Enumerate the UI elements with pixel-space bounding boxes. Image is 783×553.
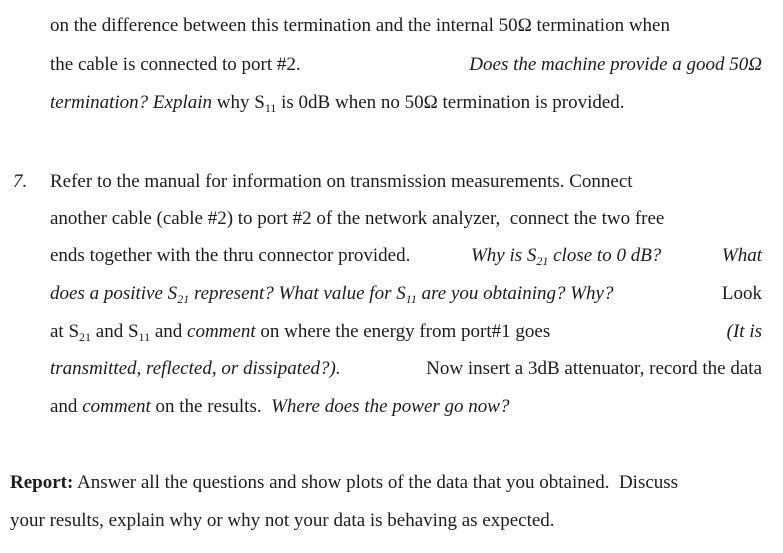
item7-line-1 [50,170,762,194]
item7-line-4 [50,282,762,306]
item7-line-3 [50,244,762,268]
item7-text-7a: and [50,396,83,417]
item7-question-4b: represent? What value for S [189,283,406,304]
item7-question-4c: are you obtaining? Why? [416,283,614,304]
item7-text-1: Refer to the manual for information on transmission measurements. Connect [50,171,633,192]
intro-question-2b: Does the machine provide a good 50Ω [469,54,762,75]
item7-sub-21c: 21 [79,330,92,344]
report-text-1: Answer all the questions and show plots of the data that you obtained. Discuss [73,472,679,493]
item7-question-3b: Why is S [470,245,537,266]
intro-line-1 [50,14,762,38]
item7-text-5b: and S [91,321,139,342]
item7-text-3a: ends together with the thru connector provided. [50,245,411,266]
report-text-2: your results, explain why or why not your data is behaving as expected. [10,510,555,531]
intro-text-3c: is 0dB when no 50Ω termination is provided. [276,92,625,113]
item7-question-3c: close to 0 dB? [548,245,662,266]
item7-sub-11: 11 [405,292,417,306]
report-line-2 [10,509,555,533]
item7-sub-11b: 11 [138,330,151,344]
item7-question-6a: transmitted, reflected, or dissipated?). [50,358,341,379]
item7-text-5c: and [150,321,188,342]
item7-text-2: another cable (cable #2) to port #2 of the network analyzer, connect the two free [50,208,665,229]
item7-question-3d: What [721,245,762,266]
report-line-1 [10,471,762,495]
intro-text-2a: the cable is connected to port #2. [50,54,301,75]
item7-text-5a: at S [50,321,80,342]
item7-text-4d: Look [717,283,762,304]
item-number: 7. [13,171,28,192]
item7-sub-21: 21 [536,254,549,268]
intro-sub-11: 11 [264,101,277,115]
intro-line-2 [50,53,762,77]
item7-comment-5d: comment [187,321,256,342]
report-label: Report: [10,472,74,493]
intro-text-1: on the difference between this termination and the internal 50Ω termination when [50,15,670,36]
item7-text-7c: on the results. [150,396,262,417]
item7-line-2 [50,207,762,231]
item7-line-7 [50,395,509,419]
item7-line-6 [50,357,762,381]
item7-comment-7b: comment [82,396,151,417]
item7-text-6b: Now insert a 3dB attenuator, record the data [421,358,762,379]
intro-line-3 [50,91,625,115]
item7-line-5 [50,320,762,344]
item7-question-7d: Where does the power go now? [261,396,510,417]
intro-question-3a: termination? Explain [50,92,213,113]
item7-text-5e: on where the energy from port#1 goes [255,321,551,342]
intro-text-3b: why S [212,92,265,113]
item7-question-4a: does a positive S [50,283,178,304]
item7-question-5f: (It is [726,321,762,342]
item7-sub-21b: 21 [177,292,190,306]
